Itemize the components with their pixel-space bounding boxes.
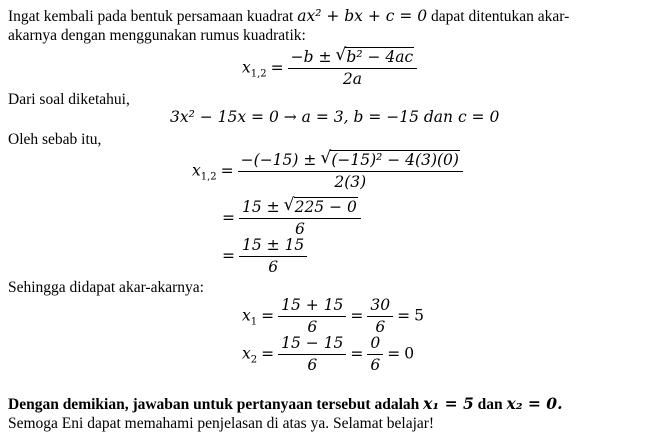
conclusion-x2: x₂ = 0. — [506, 394, 563, 413]
given-label: Dari soal diketahui, — [8, 91, 130, 108]
quadratic-general-form: ax² + bx + c = 0 — [297, 7, 428, 25]
intro-text-line2: akarnya dengan menggunakan rumus kuadratik: — [8, 27, 306, 44]
solution-step2: = $\frac{15 \pm √ 225 - 0}{6}$ — [222, 198, 361, 239]
solution-step3: = $\frac{15 \pm 15}{6}$ — [222, 236, 307, 277]
therefore-label: Oleh sebab itu, — [8, 131, 102, 148]
conclusion-text: Dengan demikian, jawaban untuk pertanyaan tersebut adalah x₁ = 5 dan x₂ = 0. — [8, 394, 563, 413]
solution-step1: $x_{1,2}$ = $\frac{\text{−(−15) ± √ (−15)² − 4(3)(0)}}{2(3)}$ — [192, 151, 463, 192]
roots-label: Sehingga didapat akar-akarnya: — [8, 279, 204, 296]
root-x1: $x_1$ = $\frac{15 + 15}{6}$ = $\frac{30}{6}$ = 5 — [242, 296, 425, 336]
given-equation: 3x² − 15x = 0 → a = 3, b = −15 dan c = 0 — [170, 108, 500, 126]
intro-text-line1: Ingat kembali pada bentuk persamaan kuadrat ax² + bx + c = 0 dapat ditentukan akar- — [8, 7, 570, 25]
root-x2: $x_2$ = $\frac{15 - 15}{6}$ = $\frac{0}{6}$ = 0 — [242, 334, 415, 374]
quadratic-formula: $x_{1,2}$ = $\frac{\text{−b ± √ b² − 4ac}}{2a}$ — [242, 48, 417, 89]
closing-text: Semoga Eni dapat memahami penjelasan di atas ya. Selamat belajar! — [8, 415, 435, 432]
conclusion-x1: x₁ = 5 — [423, 394, 474, 413]
